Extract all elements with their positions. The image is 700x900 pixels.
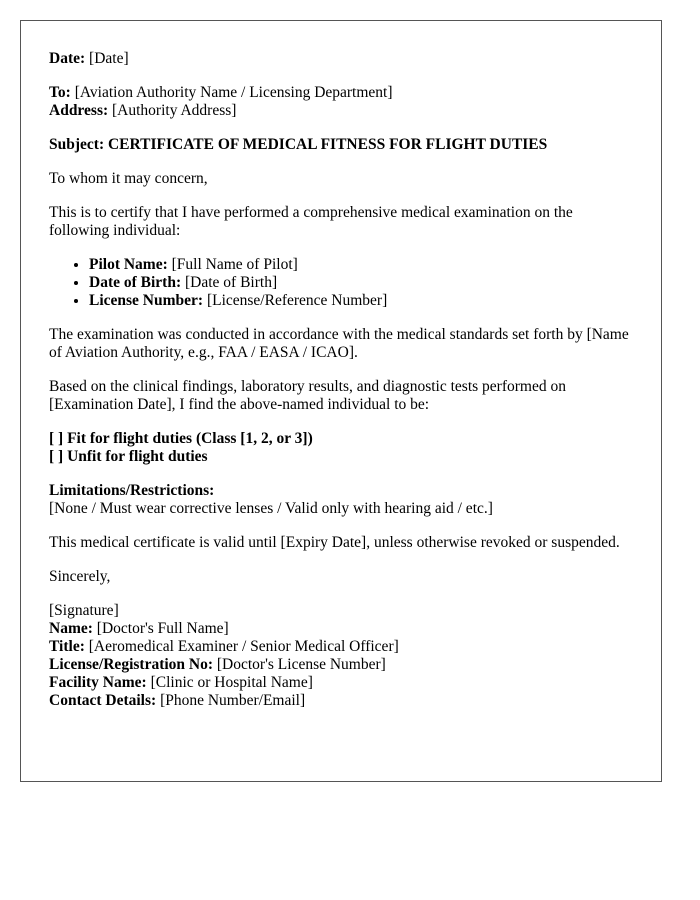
subject-line [49,136,633,154]
pilot-name-value: [Full Name of Pilot] [171,256,298,273]
standards-paragraph: The examination was conducted in accordance with the medical standards set forth by [Name of Aviation Authority, e.g., FAA / EASA / ICAO]. [49,326,629,361]
facility-value: [Clinic or Hospital Name] [150,674,313,691]
contact-value: [Phone Number/Email] [160,692,306,709]
list-item [89,274,633,292]
subject-value: CERTIFICATE OF MEDICAL FITNESS FOR FLIGHT DUTIES [107,136,548,153]
medical-certificate-letter [20,20,662,782]
intro-paragraph: This is to certify that I have performed a comprehensive medical examination on the following individual: [49,204,573,239]
doctor-title-value: [Aeromedical Examiner / Senior Medical Officer] [88,638,399,655]
doctor-license-value: [Doctor's License Number] [216,656,386,673]
findings-paragraph: Based on the clinical findings, laboratory results, and diagnostic tests performed on [Examination Date], I find the above-named individual to be: [49,378,566,413]
pilot-details-list [49,256,633,310]
subject-label: Subject: [49,136,105,153]
recipient-to-line [49,84,633,102]
doctor-name-label: Name: [49,620,93,637]
list-item [89,292,633,310]
fit-option: [ ] Fit for flight duties (Class [1, 2, or 3]) [49,430,313,447]
pilot-name-label: Pilot Name: [89,256,168,273]
date-line [49,50,633,68]
unfit-option: [ ] Unfit for flight duties [49,448,208,465]
address-label: Address: [49,102,109,119]
contact-line [49,692,633,710]
facility-line [49,674,633,692]
doctor-title-label: Title: [49,638,85,655]
to-value: [Aviation Authority Name / Licensing Department] [74,84,393,101]
limitations-block [49,482,633,518]
license-number-label: License Number: [89,292,204,309]
doctor-name-value: [Doctor's Full Name] [96,620,229,637]
limitations-label: Limitations/Restrictions: [49,482,215,499]
date-value: [Date] [89,50,129,67]
address-value: [Authority Address] [112,102,237,119]
fitness-options [49,430,633,466]
salutation: To whom it may concern, [49,170,208,187]
limitations-value: [None / Must wear corrective lenses / Valid only with hearing aid / etc.] [49,500,493,517]
recipient-block [49,84,633,120]
facility-label: Facility Name: [49,674,147,691]
signature-placeholder: [Signature] [49,602,119,619]
contact-label: Contact Details: [49,692,157,709]
doctor-license-label: License/Registration No: [49,656,214,673]
dob-value: [Date of Birth] [185,274,278,291]
list-item [89,256,633,274]
license-number-value: [License/Reference Number] [206,292,388,309]
date-label: Date: [49,50,86,67]
dob-label: Date of Birth: [89,274,182,291]
closing: Sincerely, [49,568,111,585]
validity-paragraph: This medical certificate is valid until [Expiry Date], unless otherwise revoked or suspended. [49,534,620,551]
doctor-license-line [49,656,633,674]
to-label: To: [49,84,71,101]
signature-block [49,602,633,710]
doctor-name-line [49,620,633,638]
doctor-title-line [49,638,633,656]
recipient-address-line [49,102,633,120]
